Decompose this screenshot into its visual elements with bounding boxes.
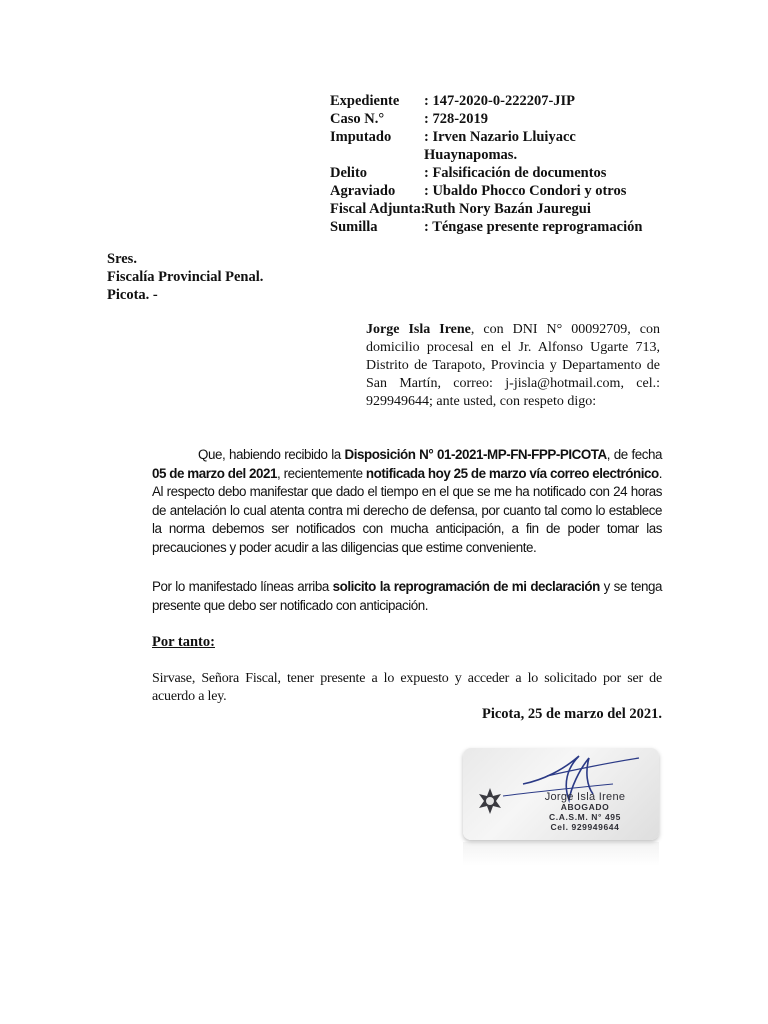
header-row-delito: Delito : Falsificación de documentos bbox=[330, 165, 607, 181]
paragraph-1: Que, habiendo recibido la Disposición N° 01-2021-MP-FN-FPP-PICOTA, de fecha 05 de marzo del 2021, recientemente notificada hoy 25 de marzo vía correo electrónico. Al respecto debo manifestar que dado el tiempo en el que se me ha notificado con 24 horas de antelación lo cual atenta contra mi derecho de defensa, por cuanto tal como lo establece la norma debemos ser notificados con mucha anticipación, a fin de poder tomar las precauciones y poder acudir a las diligencias que estime conveniente. bbox=[152, 447, 662, 555]
paragraph-2: Por lo manifestado líneas arriba solicito la reprogramación de mi declaración y se tenga presente que debo ser notificado con anticipación. bbox=[152, 579, 662, 613]
star-emblem-icon bbox=[479, 788, 501, 814]
addressee bbox=[107, 250, 263, 304]
por-tanto-heading: Por tanto: bbox=[152, 634, 215, 650]
header-row-caso: Caso N.° : 728-2019 bbox=[330, 111, 489, 127]
stamp-text bbox=[515, 792, 655, 832]
header-row-sumilla: Sumilla : Téngase presente reprogramación bbox=[330, 219, 643, 235]
place-date: Picota, 25 de marzo del 2021. bbox=[481, 706, 662, 722]
header-row-imputado: Imputado : Irven Nazario Lluiyacc bbox=[330, 129, 576, 145]
header-row-fiscal: Fiscal Adjunta: Ruth Nory Bazán Jauregui bbox=[330, 201, 591, 217]
header-row-expediente: Expediente : 147-2020-0-222207-JIP bbox=[330, 93, 576, 109]
signature-stamp bbox=[463, 748, 659, 840]
stamp-registration: C.A.S.M. N° 495 bbox=[549, 812, 621, 822]
stamp-reflection bbox=[463, 842, 659, 866]
stamp-title: ABOGADO bbox=[560, 802, 610, 812]
header-row-imputado-cont: Huaynapomas. bbox=[424, 147, 518, 163]
header-row-agraviado: Agraviado : Ubaldo Phocco Condori y otros bbox=[330, 183, 627, 199]
stamp-phone: Cel. 929949644 bbox=[550, 822, 620, 832]
stamp-name: Jorge Isla Irene bbox=[544, 791, 626, 803]
addressee-line: Fiscalía Provincial Penal. bbox=[107, 269, 264, 285]
case-header bbox=[330, 92, 642, 236]
addressee-line: Sres. bbox=[107, 251, 137, 267]
paragraph-3: Sirvase, Señora Fiscal, tener presente a lo expuesto y acceder a lo solicitado por ser de acuerdo a ley. bbox=[152, 671, 662, 704]
sender-name: Jorge Isla Irene bbox=[366, 322, 471, 337]
introduction bbox=[366, 321, 660, 411]
addressee-line: Picota. - bbox=[107, 287, 158, 303]
intro-text: , con DNI N° 00092709, con domicilio procesal en el Jr. Alfonso Ugarte 713, Distrito de Tarapoto, Provincia y Departamento de San Martín, correo: j-jisla@hotmail.com, cel.: 929949644; ante usted, con respeto digo: bbox=[366, 322, 660, 409]
